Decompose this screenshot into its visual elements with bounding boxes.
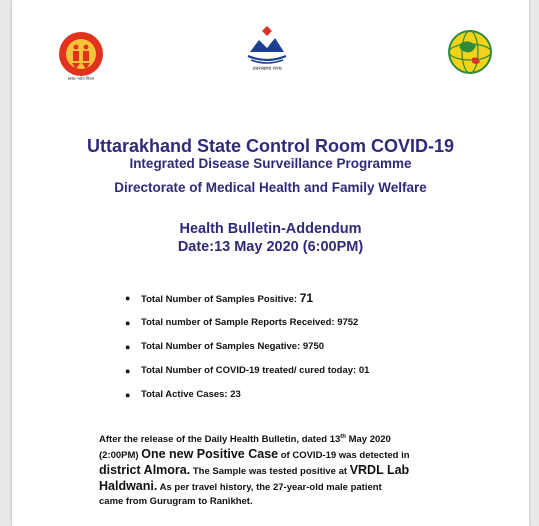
bulletin-page — [12, 0, 529, 526]
para-line-2: (2:00PM) One new Positive Case of COVID-19 was detected in — [99, 447, 410, 462]
bullet-icon: ● — [125, 318, 131, 328]
para-line-1: After the release of the Daily Health Bulletin, dated 13th May 2020 — [99, 434, 391, 446]
national-health-mission-logo — [52, 30, 110, 82]
uttarakhand-emblem-logo — [244, 22, 290, 72]
stat-treated-today: Total Number of COVID-19 treated/ cured today: 01 — [141, 365, 370, 376]
bulletin-date: Date:13 May 2020 (6:00PM) — [177, 239, 364, 255]
update-paragraph — [99, 430, 489, 509]
para-line-5: came from Gurugram to Ranikhet. — [99, 496, 253, 508]
bullet-icon: ● — [125, 293, 131, 303]
idsp-globe-logo — [446, 28, 494, 76]
para-line-4: Haldwani. As per travel history, the 27-year-old male patient — [99, 479, 382, 494]
programme-subtitle: Integrated Disease Surveillance Programme — [129, 156, 412, 171]
nhm-subtext: स्वस्थ भारत मिशन — [67, 76, 95, 81]
para-line-3: district Almora. The Sample was tested positive at VRDL Lab — [99, 463, 410, 478]
stat-samples-negative: Total Number of Samples Negative: 9750 — [141, 341, 325, 352]
page-title: Uttarakhand State Control Room COVID-19 — [86, 136, 455, 156]
bullet-icon: ● — [125, 390, 131, 400]
bulletin-heading: Health Bulletin-Addendum — [179, 221, 362, 237]
stat-active-cases: Total Active Cases: 23 — [141, 389, 241, 400]
stat-reports-received: Total number of Sample Reports Received: 9752 — [141, 317, 359, 328]
bullet-icon: ● — [125, 342, 131, 352]
uk-emblem-text: उत्तराखण्ड राज्य — [252, 66, 282, 72]
stat-samples-positive: Total Number of Samples Positive: 71 — [141, 291, 314, 305]
directorate-subtitle: Directorate of Medical Health and Family Welfare — [114, 180, 427, 195]
bullet-icon: ● — [125, 366, 131, 376]
